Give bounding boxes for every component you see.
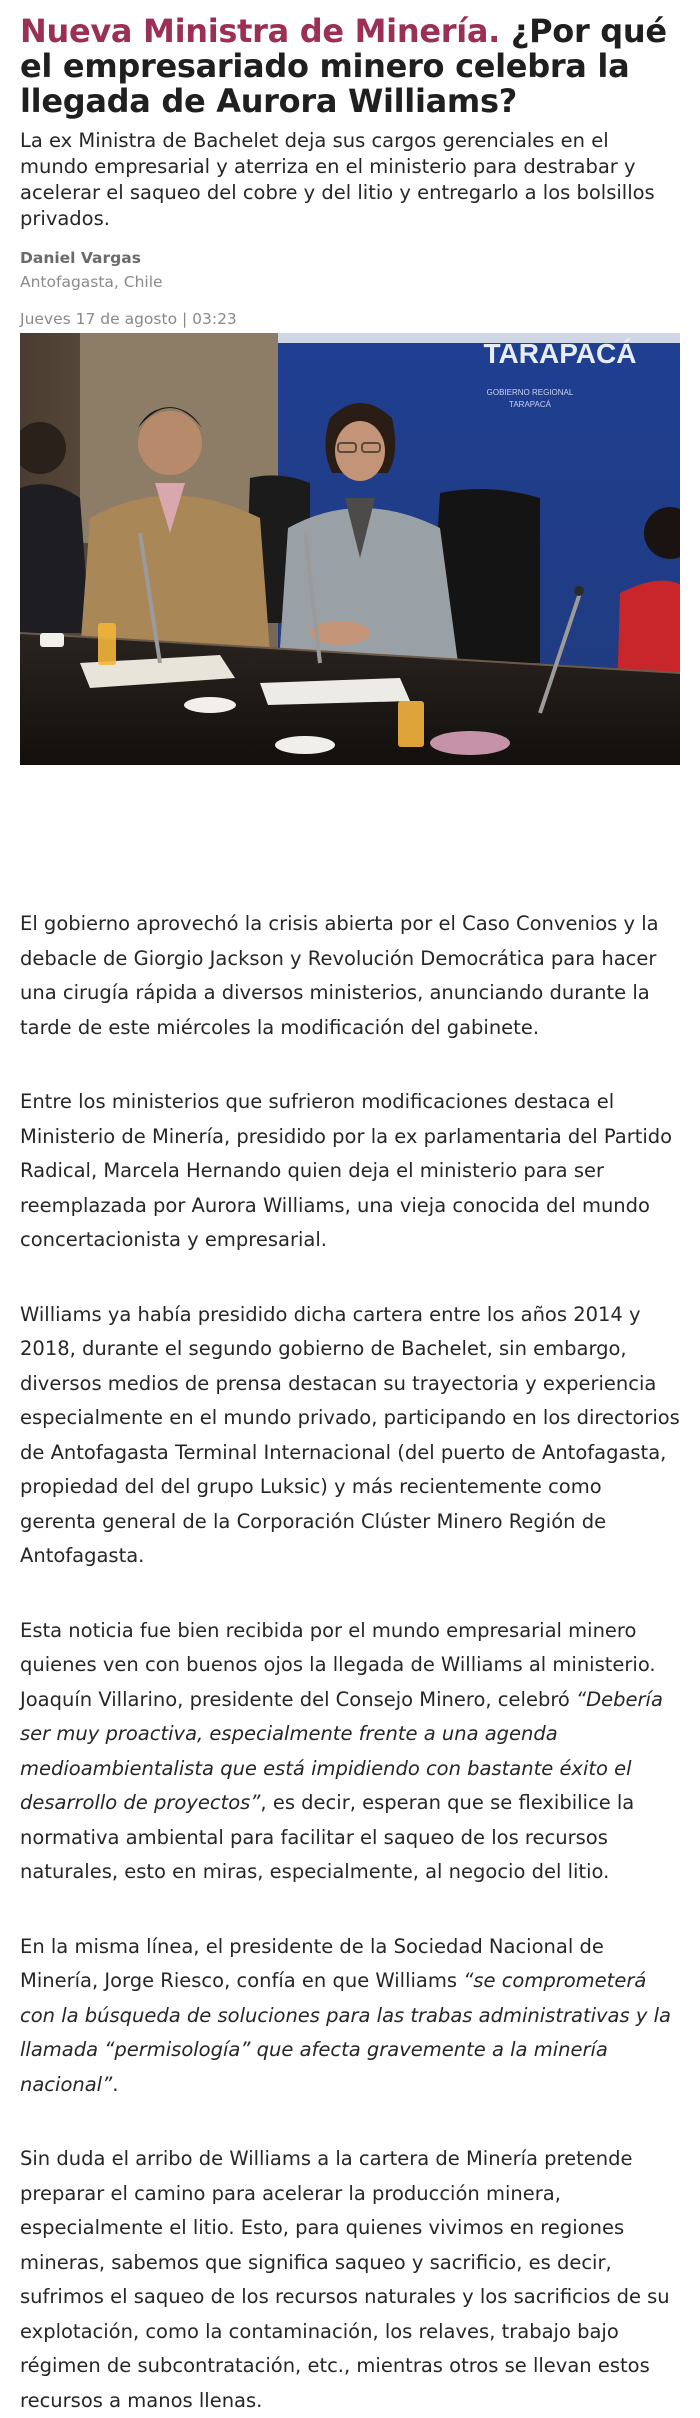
paragraph-2: Entre los ministerios que sufrieron modificaciones destaca el Ministerio de Minería, presidido por la ex parlamentaria del Partido Radical, Marcela Hernando quien deja el ministerio para ser reemplazada por Aurora Williams, una vieja conocida del mundo concertacionista y empresarial. (20, 1090, 673, 1251)
paragraph-4-text-a: Esta noticia fue bien recibida por el mundo empresarial minero quienes ven con buenos ojos la llegada de Williams al ministerio. Joaquín Villarino, presidente del Consejo Minero, celebró (20, 1618, 656, 1711)
publish-date: Jueves 17 de agosto | 03:23 (20, 310, 237, 328)
backdrop-small-1: GOBIERNO REGIONAL (486, 388, 574, 397)
paragraph-5-text-b: . (112, 2072, 119, 2096)
article-subtitle: La ex Ministra de Bachelet deja sus cargos gerenciales en el mundo empresarial y aterriza en el ministerio para destrabar y acelerar el saqueo del cobre y del litio y entregarlo a los bolsillos privados. (20, 129, 655, 230)
article-headline (20, 14, 680, 119)
paragraph-5 (20, 1930, 680, 2103)
paragraph-5-quote: “se comprometerá con la búsqueda de soluciones para las trabas administrativas y la llamada “permisología” que afecta gravemente a la minería nacional” (20, 1969, 671, 2096)
headline-kicker: Nueva Ministra de Minería. (20, 12, 501, 50)
article-photo (20, 333, 680, 765)
paragraph-4 (20, 1614, 680, 1890)
author-name[interactable]: Daniel Vargas (20, 249, 141, 267)
headline-main: ¿Por qué el empresariado minero celebra la llegada de Aurora Williams? (20, 12, 667, 120)
backdrop-text: TARAPACÁ (483, 338, 637, 369)
backdrop-small-2: TARAPACÁ (509, 400, 551, 409)
photo-illustration (20, 333, 680, 765)
author-location: Antofagasta, Chile (20, 273, 163, 291)
paragraph-6: Sin duda el arribo de Williams a la cartera de Minería pretende preparar el camino para acelerar la producción minera, especialmente el litio. Esto, para quienes vivimos en regiones mineras, sabemos que significa saqueo y sacrificio, es decir, sufrimos el saqueo de los recursos naturales y los sacrificios de su explotación, como la contaminación, los relaves, trabajo bajo régimen de subcontratación, etc., mientras otros se llevan estos recursos a manos llenas. (20, 2147, 670, 2412)
article-body (20, 907, 680, 2418)
paragraph-1: El gobierno aprovechó la crisis abierta por el Caso Convenios y la debacle de Giorgio Jackson y Revolución Democrática para hacer una cirugía rápida a diversos ministerios, anunciando durante la tarde de este miércoles la modificación del gabinete. (20, 912, 659, 1039)
byline (20, 249, 680, 291)
paragraph-5-text-a: En la misma línea, el presidente de la Sociedad Nacional de Minería, Jorge Riesco, confía en que Williams (20, 1934, 604, 1992)
paragraph-4-text-b: , es decir, esperan que se flexibilice la normativa ambiental para facilitar el saqueo de los recursos naturales, esto en miras, especialmente, al negocio del litio. (20, 1791, 635, 1883)
paragraph-4-quote: “Debería ser muy proactiva, especialmente frente a una agenda medioambientalista que está impidiendo con bastante éxito el desarrollo de proyectos” (20, 1687, 663, 1814)
paragraph-3: Williams ya había presidido dicha cartera entre los años 2014 y 2018, durante el segundo gobierno de Bachelet, sin embargo, diversos medios de prensa destacan su trayectoria y experiencia especialmente en el mundo privado, participando en los directorios de Antofagasta Terminal Internacional (del puerto de Antofagasta, propiedad del del grupo Luksic) y más recientemente como gerenta general de la Corporación Clúster Minero Región de Antofagasta. (20, 1302, 680, 1567)
